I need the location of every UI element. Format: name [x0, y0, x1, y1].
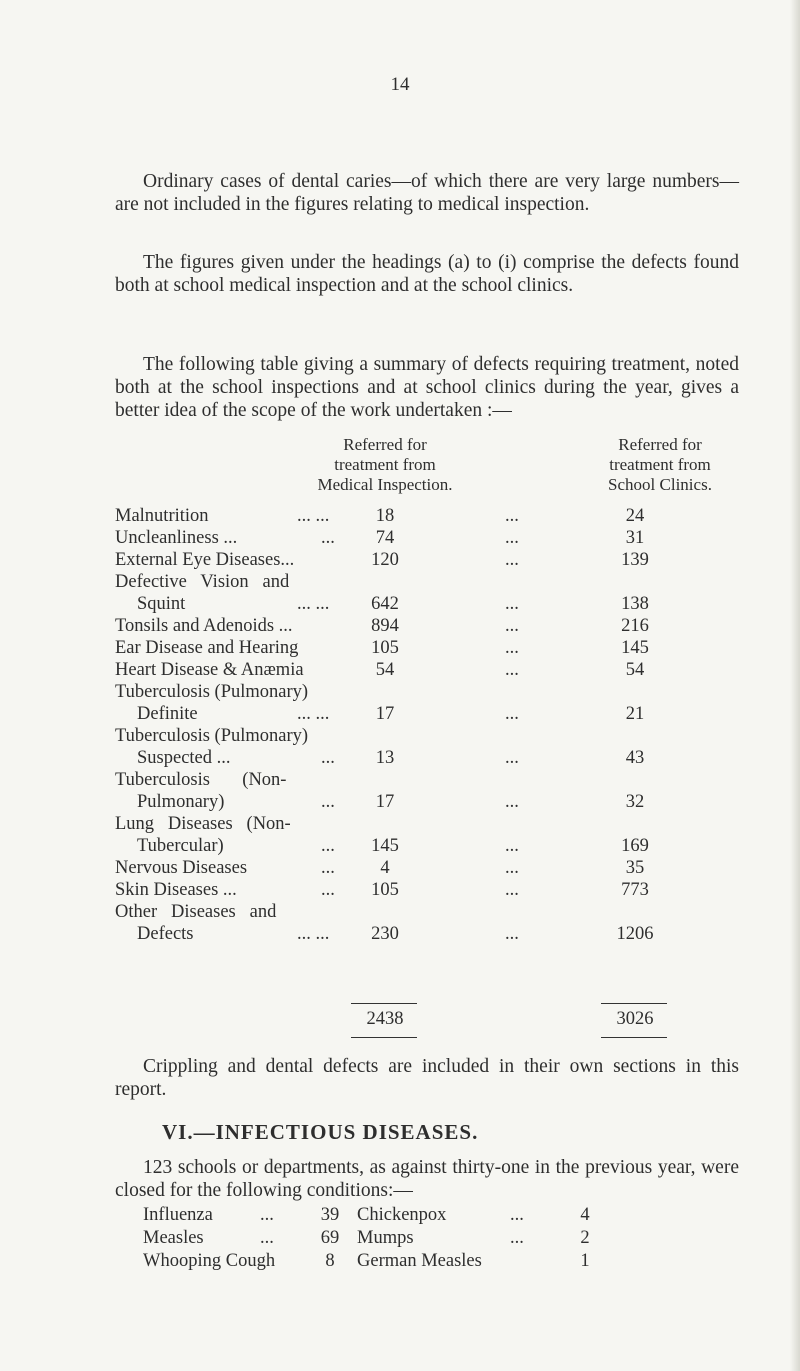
- paragraph-dental-caries: Ordinary cases of dental caries—of which there are very large numbers—are not included in the figures relating to medical inspection.: [115, 171, 739, 215]
- value-medical-inspection: 105: [371, 638, 399, 658]
- leader-dots: ...: [260, 1228, 274, 1248]
- row-label: Squint: [137, 594, 186, 614]
- row-label: Tonsils and Adenoids ...: [115, 616, 293, 636]
- leader-dots: ...: [321, 792, 335, 812]
- row-label: Defective Vision and: [115, 572, 290, 592]
- list-item: [115, 1227, 745, 1249]
- table-row-label-line: [115, 901, 745, 923]
- leader-dots: ...: [505, 792, 519, 812]
- value-medical-inspection: 230: [371, 924, 399, 944]
- total-rule-bottom-1: [351, 1037, 417, 1038]
- value-school-clinics: 43: [625, 748, 645, 768]
- value-medical-inspection: 74: [375, 528, 395, 548]
- leader-dots: ...: [260, 1205, 274, 1225]
- table-row: [115, 703, 745, 725]
- value-school-clinics: 773: [621, 880, 649, 900]
- leader-dots: ...: [505, 594, 519, 614]
- row-label: Pulmonary): [137, 792, 225, 812]
- value-school-clinics: 216: [621, 616, 649, 636]
- table-row: [115, 879, 745, 901]
- total-medical-inspection: 2438: [366, 1009, 404, 1029]
- table-row: [115, 747, 745, 769]
- leader-dots: ...: [505, 836, 519, 856]
- page-edge: [790, 0, 800, 1371]
- leader-dots: ... ...: [297, 506, 330, 526]
- row-label: Ear Disease and Hearing: [115, 638, 299, 658]
- value-medical-inspection: 894: [371, 616, 399, 636]
- condition-name: Mumps: [357, 1228, 414, 1248]
- row-label: Lung Diseases (Non-: [115, 814, 291, 834]
- total-row: [115, 1008, 745, 1030]
- row-label: Uncleanliness ...: [115, 528, 238, 548]
- col-header-school-clinics: Referred for treatment from School Clinics.: [608, 435, 712, 494]
- leader-dots: ...: [505, 528, 519, 548]
- value-medical-inspection: 13: [375, 748, 395, 768]
- leader-dots: ...: [505, 550, 519, 570]
- table-row: [115, 527, 745, 549]
- condition-name: Influenza: [143, 1205, 213, 1225]
- total-rule-top-1: [351, 1003, 417, 1004]
- paragraph-crippling: Crippling and dental defects are included in their own sections in this report.: [115, 1056, 739, 1100]
- table-row-label-line: [115, 681, 745, 703]
- leader-dots: ...: [505, 638, 519, 658]
- value-medical-inspection: 120: [371, 550, 399, 570]
- table-row-label-line: [115, 769, 745, 791]
- value-school-clinics: 145: [621, 638, 649, 658]
- leader-dots: ... ...: [297, 594, 330, 614]
- value-medical-inspection: 105: [371, 880, 399, 900]
- value-school-clinics: 31: [625, 528, 645, 548]
- leader-dots: ...: [321, 748, 335, 768]
- table-row: [115, 615, 745, 637]
- condition-name: Whooping Cough: [143, 1251, 276, 1271]
- leader-dots: ... ...: [297, 924, 330, 944]
- row-label: Tuberculosis (Pulmonary): [115, 726, 309, 746]
- leader-dots: ...: [505, 616, 519, 636]
- value-school-clinics: 32: [625, 792, 645, 812]
- condition-name: Measles: [143, 1228, 204, 1248]
- col-header-medical-inspection: Referred for treatment from Medical Inspection.: [317, 435, 453, 494]
- table-row: [115, 593, 745, 615]
- condition-count: 2: [580, 1228, 590, 1248]
- total-rule-top-2: [601, 1003, 667, 1004]
- value-medical-inspection: 4: [380, 858, 390, 878]
- table-row-label-line: [115, 725, 745, 747]
- value-school-clinics: 138: [621, 594, 649, 614]
- leader-dots: ...: [505, 506, 519, 526]
- table-row: [115, 791, 745, 813]
- row-label: Nervous Diseases: [115, 858, 248, 878]
- value-medical-inspection: 18: [375, 506, 395, 526]
- leader-dots: ...: [505, 660, 519, 680]
- value-medical-inspection: 145: [371, 836, 399, 856]
- row-label: Tubercular): [137, 836, 224, 856]
- list-item: [115, 1204, 745, 1226]
- value-school-clinics: 1206: [616, 924, 654, 944]
- leader-dots: ...: [505, 880, 519, 900]
- leader-dots: ...: [321, 880, 335, 900]
- leader-dots: ...: [505, 704, 519, 724]
- paragraph-table-intro: The following table giving a summary of defects requiring treatment, noted both at the school inspections and at school clinics during the year, gives a better idea of the scope of the work undertaken :—: [115, 354, 739, 421]
- value-medical-inspection: 17: [375, 704, 395, 724]
- value-medical-inspection: 17: [375, 792, 395, 812]
- condition-count: 1: [580, 1251, 590, 1271]
- value-medical-inspection: 54: [375, 660, 395, 680]
- value-school-clinics: 35: [625, 858, 645, 878]
- paragraph-headings: The figures given under the headings (a) to (i) comprise the defects found both at school medical inspection and at the school clinics.: [115, 252, 739, 296]
- row-label: Tuberculosis (Non-: [115, 770, 287, 790]
- leader-dots: ...: [505, 858, 519, 878]
- leader-dots: ...: [505, 748, 519, 768]
- total-rule-bottom-2: [601, 1037, 667, 1038]
- section-title: VI.—INFECTIOUS DISEASES.: [162, 1120, 479, 1144]
- value-school-clinics: 169: [621, 836, 649, 856]
- row-label: Other Diseases and: [115, 902, 277, 922]
- row-label: Skin Diseases ...: [115, 880, 237, 900]
- list-item: [115, 1250, 745, 1272]
- table-row-label-line: [115, 571, 745, 593]
- leader-dots: ... ...: [297, 704, 330, 724]
- condition-count: 39: [320, 1205, 340, 1225]
- table-row: [115, 505, 745, 527]
- row-label: Tuberculosis (Pulmonary): [115, 682, 309, 702]
- leader-dots: ...: [321, 858, 335, 878]
- leader-dots: ...: [321, 836, 335, 856]
- paragraph-closures: 123 schools or departments, as against thirty-one in the previous year, were closed for the following conditions:—: [115, 1157, 739, 1201]
- table-row-label-line: [115, 813, 745, 835]
- table-row: [115, 923, 745, 945]
- condition-count: 69: [320, 1228, 340, 1248]
- condition-name: Chickenpox: [357, 1205, 447, 1225]
- table-row: [115, 659, 745, 681]
- leader-dots: ...: [321, 528, 335, 548]
- value-school-clinics: 139: [621, 550, 649, 570]
- leader-dots: ...: [510, 1228, 524, 1248]
- row-label: Defects: [137, 924, 194, 944]
- value-school-clinics: 24: [625, 506, 645, 526]
- condition-count: 8: [325, 1251, 335, 1271]
- page-number: 14: [390, 74, 410, 95]
- table-row: [115, 835, 745, 857]
- row-label: Malnutrition: [115, 506, 209, 526]
- total-school-clinics: 3026: [616, 1009, 654, 1029]
- row-label: Suspected ...: [137, 748, 231, 768]
- condition-name: German Measles: [357, 1251, 482, 1271]
- leader-dots: ...: [505, 924, 519, 944]
- row-label: Heart Disease & Anæmia: [115, 660, 304, 680]
- table-row: [115, 637, 745, 659]
- table-row: [115, 857, 745, 879]
- value-school-clinics: 54: [625, 660, 645, 680]
- leader-dots: ...: [510, 1205, 524, 1225]
- row-label: Definite: [137, 704, 198, 724]
- row-label: External Eye Diseases...: [115, 550, 295, 570]
- value-medical-inspection: 642: [371, 594, 399, 614]
- condition-count: 4: [580, 1205, 590, 1225]
- table-row: [115, 549, 745, 571]
- value-school-clinics: 21: [625, 704, 645, 724]
